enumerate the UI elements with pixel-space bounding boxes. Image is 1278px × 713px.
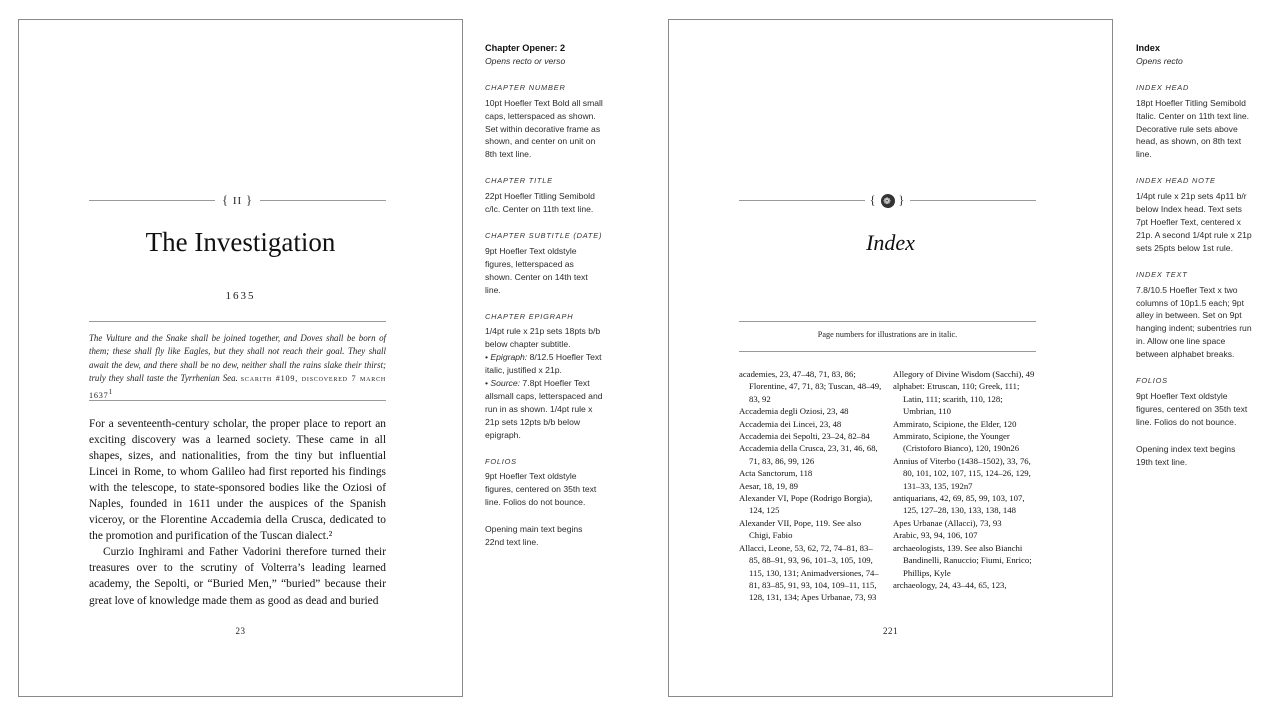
spec-section-chapter-title	[485, 175, 603, 216]
spec-bullet-text: 7.8pt Hoefler Text allsmall caps, letterspaced and run in as shown. 1/4pt rule x 21p sets 12pts b/b below epigraph.	[485, 378, 603, 440]
spec-section-chapter-number	[485, 82, 603, 161]
index-entry: Acta Sanctorum, 118	[739, 468, 813, 479]
epigraph-text: The Vulture and the Snake shall be joined together, and Doves shall be born of them; these shall fly like Eagles, but they shall not reach their goal. They shall await the dew, and there shall be no dew, neither shall the rains slake their thirst; truly they shall taste the Tyrrhenian Sea.	[89, 333, 386, 384]
spec-head: CHAPTER NUMBER	[485, 82, 566, 92]
index-note-rule-bottom	[739, 351, 1036, 352]
spec-body: 18pt Hoefler Titling Semibold Italic. Center on 11th text line. Decorative rule sets above head, as shown, on 8th text line.	[1136, 97, 1250, 160]
spec-section-folios	[485, 456, 603, 510]
index-entry: Allegory of Divine Wisdom (Sacchi), 49	[893, 369, 1035, 379]
index-column-2	[893, 368, 1036, 604]
spec-bullet-label: Source:	[490, 378, 521, 389]
chapter-opener-spec	[485, 42, 603, 549]
chapter-title: The Investigation	[145, 227, 336, 257]
spec-section-folios	[1136, 375, 1254, 429]
index-entry: Ammirato, Scipione, the Elder, 120	[893, 418, 1017, 429]
index-entry: Accademia dei Lincei, 23, 48	[739, 418, 842, 429]
spec-section-index-head-note	[1136, 175, 1254, 254]
index-entry: Annius of Viterbo (1438–1502), 33, 76, 80, 101, 102, 107, 115, 124–26, 129, 131–33, 135, 192n7	[893, 455, 1031, 491]
chapter-number-frame	[89, 192, 386, 208]
spec-section-index-head	[1136, 82, 1254, 161]
spec-section-opening-text	[1136, 443, 1254, 469]
index-entry: Alexander VI, Pope (Rodrigo Borgia), 124, 125	[739, 493, 873, 516]
spec-head: INDEX TEXT	[1136, 269, 1188, 279]
main-text	[89, 416, 386, 609]
spec-head: CHAPTER EPIGRAPH	[485, 311, 574, 321]
spec-subtitle: Opens recto	[1136, 55, 1183, 66]
spec-section-index-text	[1136, 269, 1254, 361]
ornament-rule-left	[89, 200, 215, 201]
spec-body: Opening index text begins 19th text line.	[1136, 443, 1236, 467]
index-entry: Accademia della Crusca, 23, 31, 46, 68, 71, 83, 86, 99, 126	[739, 443, 878, 466]
index-column-1	[739, 368, 882, 604]
spec-head: CHAPTER SUBTITLE (DATE)	[485, 230, 603, 240]
epigraph-source: scarith #109, discovered 7 march 1637	[89, 374, 387, 400]
spec-title: Index	[1136, 43, 1160, 53]
ornament-box	[865, 192, 910, 208]
spec-body: 1/4pt rule x 21p sets 4p11 b/r below Index head. Text sets 7pt Hoefler Text, centered x 21p. A second 1/4pt rule x 21p sets 25pts below 1st rule.	[1136, 191, 1252, 253]
spec-body: 9pt Hoefler Text oldstyle figures, letterspaced as shown. Center on 14th text line.	[485, 245, 588, 295]
chapter-opener-page	[18, 19, 463, 697]
spec-body: 9pt Hoefler Text oldstyle figures, centered on 35th text line. Folios do not bounce.	[485, 471, 597, 508]
epigraph-rule-top	[89, 321, 386, 322]
index-entry: Accademia dei Sepolti, 23–24, 82–84	[739, 431, 870, 442]
index-entry: Aesar, 18, 19, 89	[739, 480, 799, 491]
brace-left-icon: {	[869, 192, 877, 207]
spec-head: INDEX HEAD	[1136, 82, 1190, 92]
index-entry: archaeology, 24, 43–44, 65, 123,	[893, 579, 1007, 590]
index-ornament-rule	[739, 192, 1036, 208]
index-text	[739, 368, 1036, 604]
spec-title: Chapter Opener: 2	[485, 43, 566, 53]
index-entry: archaeologists, 139. See also Bianchi Bandinelli, Ranuccio; Fiumi, Enrico; Phillips, Kyle	[893, 542, 1032, 578]
spec-body: 10pt Hoefler Text Bold all small caps, letterspaced as shown. Set within decorative frame as shown, and center on unit on 8th text line.	[485, 97, 603, 160]
ornament-rule-right	[910, 200, 1036, 201]
brace-right-icon: }	[245, 192, 254, 207]
index-entry: Allacci, Leone, 53, 62, 72, 74–81, 83–85, 88–91, 93, 96, 101–3, 105, 109, 115, 130, 131; Animadversiones, 74–81, 83–85, 91, 93, 104, 109–11, 115, 128, 131, 134; Apes Urbanae, 73, 93	[739, 542, 879, 603]
spec-bullet: • Source: 7.8pt Hoefler Text allsmall caps, letterspaced and run in as shown. 1/4pt rule x 21p sets 12pts b/b below epigraph.	[485, 378, 603, 440]
folio: 23	[235, 626, 246, 636]
spec-subtitle: Opens recto or verso	[485, 55, 566, 66]
index-spec	[1136, 42, 1254, 468]
spec-body: 22pt Hoefler Titling Semibold c/lc. Center on 11th text line.	[485, 191, 595, 215]
spec-head: CHAPTER TITLE	[485, 176, 553, 186]
index-entry: Accademia degli Oziosi, 23, 48	[739, 406, 849, 417]
epigraph-rule-bottom	[89, 400, 386, 401]
spec-bullet-text: 8/12.5 Hoefler Text italic, justified x 21p.	[485, 352, 602, 376]
chapter-subtitle-date: 1635	[225, 290, 256, 302]
spec-body: 9pt Hoefler Text oldstyle figures, centered on 35th text line. Folios do not bounce.	[1136, 390, 1248, 427]
brace-left-icon: {	[221, 192, 230, 207]
index-head: Index	[866, 230, 915, 255]
index-page	[668, 19, 1113, 697]
spec-head: INDEX HEAD NOTE	[1136, 176, 1216, 186]
index-entry: Ammirato, Scipione, the Younger (Cristoforo Bianco), 120, 190n26	[893, 431, 1020, 454]
index-note-rule-top	[739, 321, 1036, 322]
spec-body: 7.8/10.5 Hoefler Text x two columns of 10p1.5 each; 9pt alley in between. Set on 9pt hanging indent; subentries run in. Allow one line space between alphabet breaks.	[1136, 284, 1252, 360]
rosette-icon: ❁	[881, 194, 895, 208]
index-head-note: Page numbers for illustrations are in italic.	[817, 330, 958, 339]
spec-body: 1/4pt rule x 21p sets 18pts b/b below chapter subtitle.	[485, 326, 601, 350]
index-entry: academies, 23, 47–48, 71, 83, 86; Florentine, 47, 71, 83; Tuscan, 48–49, 83, 92	[739, 369, 882, 404]
index-entry: Alexander VII, Pope, 119. See also Chigi, Fabio	[739, 517, 862, 541]
spec-bullet-label: Epigraph:	[490, 352, 528, 363]
ornament-rule-right	[260, 200, 386, 201]
chapter-number: II	[232, 195, 243, 207]
spec-body: Opening main text begins 22nd text line.	[485, 524, 583, 548]
spec-section-chapter-epigraph	[485, 311, 603, 442]
spec-head: FOLIOS	[485, 456, 517, 466]
index-entry: Arabic, 93, 94, 106, 107	[893, 530, 978, 541]
folio: 221	[883, 626, 898, 636]
chapter-number-box	[215, 192, 260, 208]
spec-head: FOLIOS	[1136, 376, 1168, 386]
brace-right-icon: }	[898, 192, 906, 207]
chapter-epigraph	[89, 332, 386, 402]
spec-bullet: • Epigraph: 8/12.5 Hoefler Text italic, justified x 21p.	[485, 352, 602, 376]
spec-section-opening-text	[485, 523, 603, 549]
paragraph: For a seventeenth-century scholar, the proper place to report an exciting discovery was a learned society. These came in all shapes, sizes, and nationalities, from the tiny but influential Lincei in Rome, to whom Galileo had first reported his findings with the telescope, to state-sponsored bodies like the Oziosi of Naples, founded in 1611 under the auspices of the Spanish viceroy, or the Florentine Accademia della Crusca, dedicated to the promotion and purification of the Tuscan dialect.²	[89, 418, 386, 543]
index-entry: alphabet: Etruscan, 110; Greek, 111; Latin, 111; scarith, 110, 128; Umbrian, 110	[893, 381, 1020, 417]
index-entry: antiquarians, 42, 69, 85, 99, 103, 107, 125, 127–28, 130, 133, 138, 148	[893, 493, 1025, 516]
epigraph-note-mark: 1	[108, 387, 113, 396]
paragraph: Curzio Inghirami and Father Vadorini therefore turned their treasures over to the scrutiny of Volterra’s leading learned academy, the Sepolti, or “Buried Men,” “buried” because their great love of knowledge made them as good as dead and buried	[89, 546, 386, 607]
index-entry: Apes Urbanae (Allacci), 73, 93	[893, 517, 1002, 528]
ornament-rule-left	[739, 200, 865, 201]
spec-section-chapter-subtitle	[485, 230, 603, 297]
